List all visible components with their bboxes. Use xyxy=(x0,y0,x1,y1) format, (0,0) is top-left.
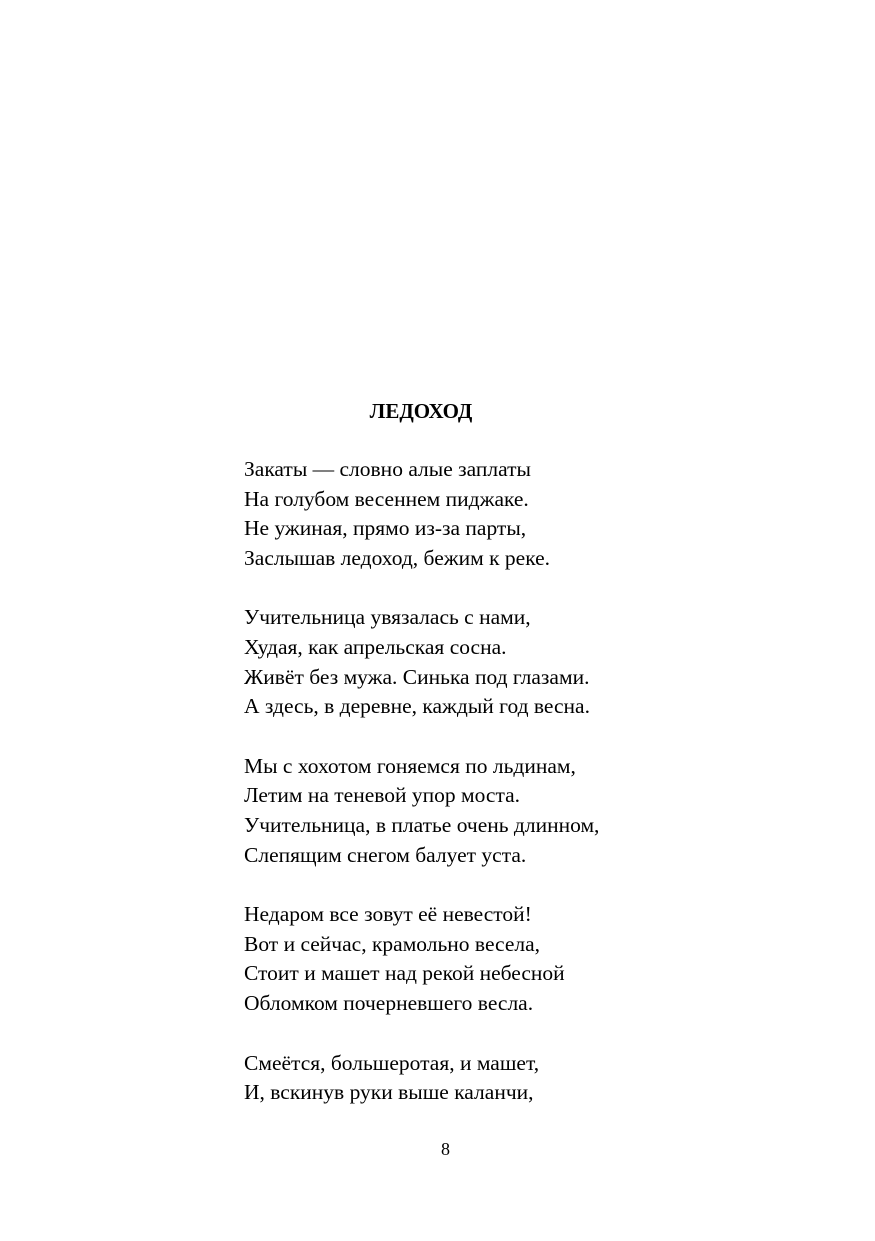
poem-line: Смеётся, большеротая, и машет, xyxy=(244,1050,540,1075)
poem-line: Не ужиная, прямо из-за парты, xyxy=(244,516,527,541)
poem-line: Недаром все зовут её невестой! xyxy=(244,902,532,927)
poem-line: Заслышав ледоход, бежим к реке. xyxy=(244,545,551,570)
stanza-3 xyxy=(244,752,804,870)
page-number: 8 xyxy=(441,1139,450,1159)
stanza-4 xyxy=(244,900,804,1018)
poem-line: Закаты — словно алые заплаты xyxy=(244,457,531,481)
poem-line: Обломком почерневшего весла. xyxy=(244,990,534,1015)
poem-body xyxy=(244,455,804,1138)
poem-line: Стоит и машет над рекой небесной xyxy=(244,961,565,986)
poem-line: Живёт без мужа. Синька под глазами. xyxy=(244,664,590,689)
poem-title: ЛЕДОХОД xyxy=(369,399,473,423)
stanza-2 xyxy=(244,603,804,721)
poem-line: Вот и сейчас, крамольно весела, xyxy=(244,931,541,956)
stanza-1 xyxy=(244,455,804,573)
poem-line: На голубом весеннем пиджаке. xyxy=(244,486,529,511)
poem-line: Учительница, в платье очень длинном, xyxy=(244,812,600,837)
poem-line: И, вскинув руки выше каланчи, xyxy=(244,1080,534,1105)
poem-line: Худая, как апрельская сосна. xyxy=(244,634,507,659)
poem-line: Летим на теневой упор моста. xyxy=(244,783,521,808)
poem-line: Мы с хохотом гоняемся по льдинам, xyxy=(244,753,576,778)
poem-line: Слепящим снегом балует уста. xyxy=(244,842,527,867)
poem-line: Учительница увязалась с нами, xyxy=(244,605,531,630)
stanza-5 xyxy=(244,1049,804,1108)
poem-line: А здесь, в деревне, каждый год весна. xyxy=(244,694,590,719)
